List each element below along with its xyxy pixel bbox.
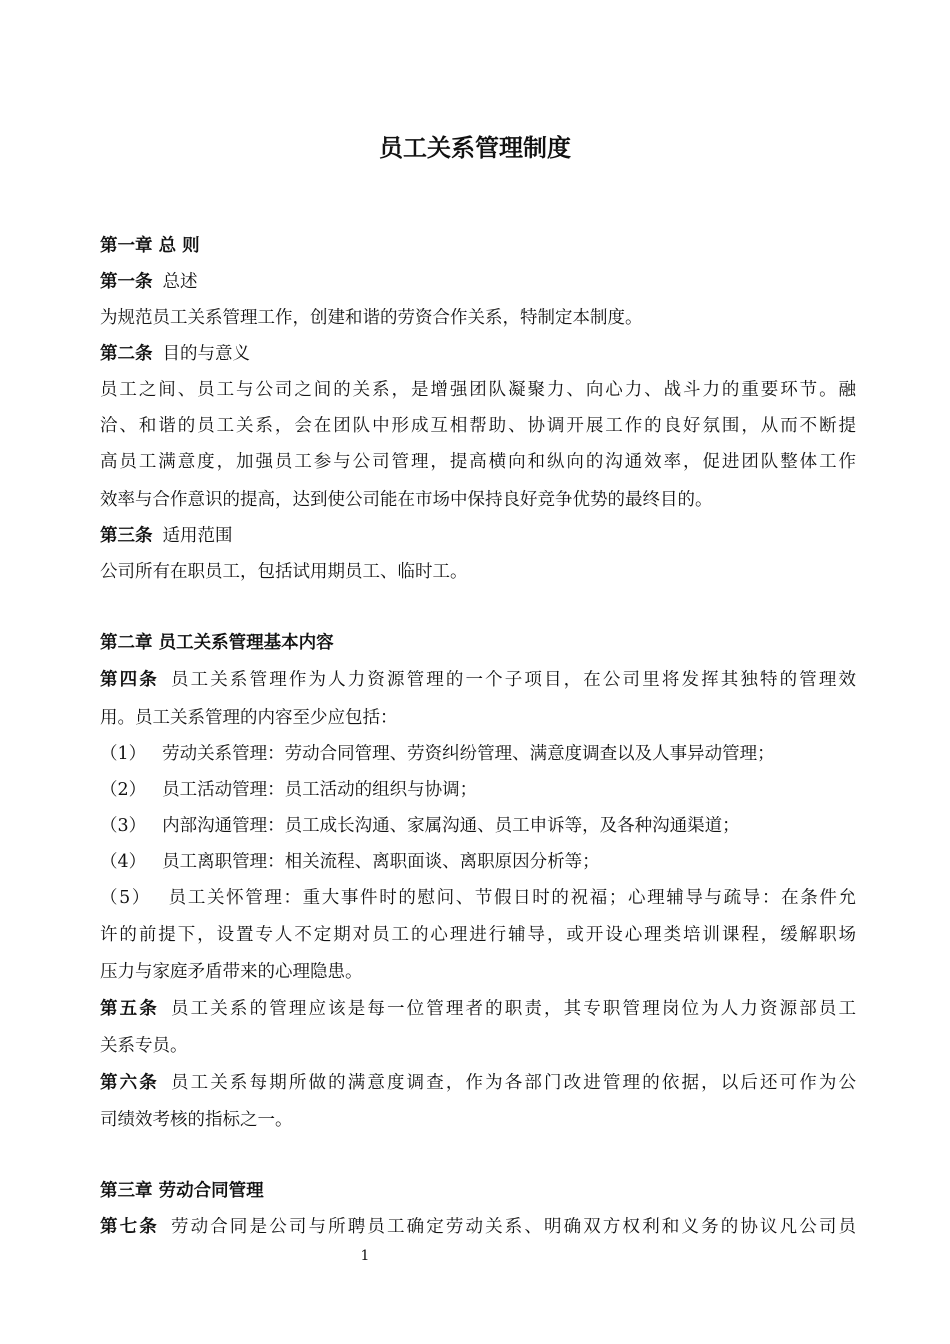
list-item bbox=[100, 849, 856, 875]
article-6-line bbox=[100, 1070, 856, 1096]
article-2-body-line: 高员工满意度，加强员工参与公司管理，提高横向和纵向的沟通效率，促进团队整体工作 bbox=[100, 452, 856, 472]
article-2-heading bbox=[100, 341, 856, 367]
article-3-label: 第三条 bbox=[100, 526, 153, 546]
article-2-label: 第二条 bbox=[100, 344, 153, 364]
document-title: 员工关系管理制度 bbox=[379, 133, 571, 162]
article-2-body-line: 效率与合作意识的提高，达到使公司能在市场中保持良好竞争优势的最终目的。 bbox=[100, 490, 713, 510]
article-1-body: 为规范员工关系管理工作，创建和谐的劳资合作关系，特制定本制度。 bbox=[100, 308, 643, 328]
list-item-number: （5） bbox=[100, 888, 152, 908]
list-item bbox=[100, 777, 856, 803]
list-item-text: 员工活动管理：员工活动的组织与协调； bbox=[162, 780, 478, 800]
list-item-number: （2） bbox=[100, 780, 147, 800]
article-7-label: 第七条 bbox=[100, 1217, 159, 1237]
article-4-line: 用。员工关系管理的内容至少应包括： bbox=[100, 708, 398, 728]
list-item-number: （1） bbox=[100, 744, 147, 764]
article-1-label: 第一条 bbox=[100, 272, 153, 292]
chapter-1-heading: 第一章 总 则 bbox=[100, 236, 200, 256]
article-3-topic: 适用范围 bbox=[162, 526, 233, 546]
list-item-continuation: 许的前提下，设置专人不定期对员工的心理进行辅导，或开设心理类培训课程，缓解职场 bbox=[100, 925, 856, 945]
page-number: 1 bbox=[360, 1248, 370, 1264]
article-7-line bbox=[100, 1214, 856, 1240]
article-5-text: 员工关系的管理应该是每一位管理者的职责，其专职管理岗位为人力资源部员工 bbox=[168, 999, 857, 1019]
article-3-body: 公司所有在职员工，包括试用期员工、临时工。 bbox=[100, 562, 468, 582]
list-item-continuation: 压力与家庭矛盾带来的心理隐患。 bbox=[100, 962, 363, 982]
chapter-3-heading: 第三章 劳动合同管理 bbox=[100, 1181, 264, 1201]
article-6-label: 第六条 bbox=[100, 1073, 159, 1093]
list-item-text: 员工关怀管理：重大事件时的慰问、节假日时的祝福；心理辅导与疏导：在条件允 bbox=[167, 888, 856, 908]
list-item bbox=[100, 813, 856, 839]
article-1-heading bbox=[100, 269, 856, 295]
list-item bbox=[100, 741, 856, 767]
article-2-topic: 目的与意义 bbox=[162, 344, 250, 364]
list-item bbox=[100, 885, 856, 911]
list-item-text: 内部沟通管理：员工成长沟通、家属沟通、员工申诉等，及各种沟通渠道； bbox=[162, 816, 740, 836]
article-4-text: 员工关系管理作为人力资源管理的一个子项目，在公司里将发挥其独特的管理效 bbox=[168, 670, 857, 690]
list-item-text: 劳动关系管理：劳动合同管理、劳资纠纷管理、满意度调查以及人事异动管理； bbox=[162, 744, 775, 764]
article-3-heading bbox=[100, 523, 856, 549]
article-5-label: 第五条 bbox=[100, 999, 159, 1019]
article-5-line bbox=[100, 996, 856, 1022]
article-4-line bbox=[100, 667, 856, 693]
list-item-number: （3） bbox=[100, 816, 147, 836]
article-6-line: 司绩效考核的指标之一。 bbox=[100, 1110, 293, 1130]
article-7-text: 劳动合同是公司与所聘员工确定劳动关系、明确双方权利和义务的协议凡公司员 bbox=[168, 1217, 857, 1237]
list-item-text: 员工离职管理：相关流程、离职面谈、离职原因分析等； bbox=[162, 852, 600, 872]
chapter-2-heading: 第二章 员工关系管理基本内容 bbox=[100, 633, 334, 653]
article-6-text: 员工关系每期所做的满意度调查，作为各部门改进管理的依据，以后还可作为公 bbox=[168, 1073, 857, 1093]
article-2-body-line: 洽、和谐的员工关系，会在团队中形成互相帮助、协调开展工作的良好氛围，从而不断提 bbox=[100, 416, 856, 436]
article-5-line: 关系专员。 bbox=[100, 1036, 188, 1056]
article-2-body-line: 员工之间、员工与公司之间的关系，是增强团队凝聚力、向心力、战斗力的重要环节。融 bbox=[100, 380, 856, 400]
list-item-number: （4） bbox=[100, 852, 147, 872]
article-4-label: 第四条 bbox=[100, 670, 159, 690]
article-1-topic: 总述 bbox=[162, 272, 198, 292]
